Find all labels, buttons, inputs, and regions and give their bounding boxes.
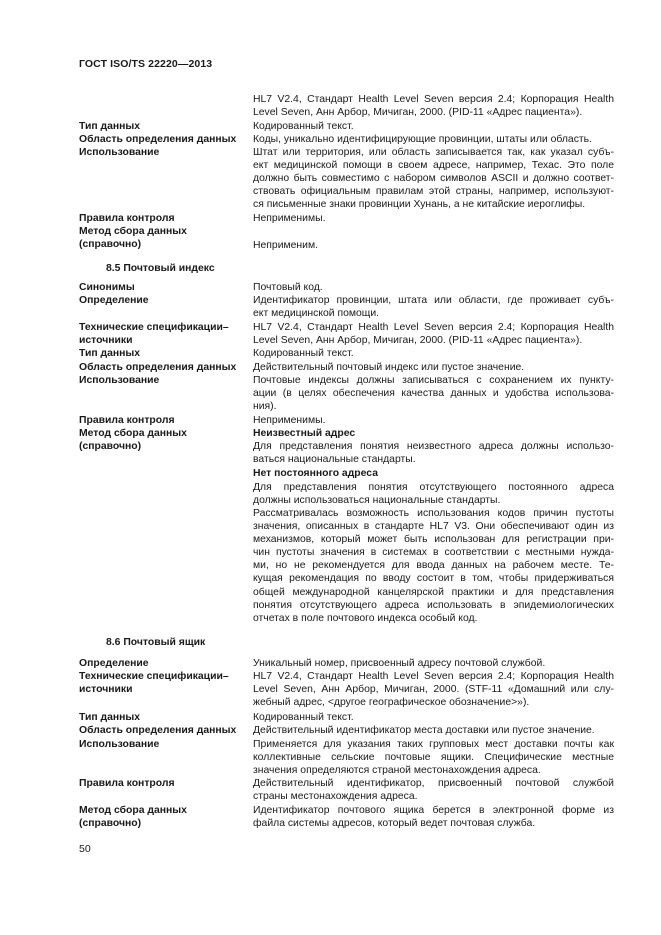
section-8-6-heading: 8.6 Почтовый ящик xyxy=(106,637,206,648)
s85-unknown-address-heading: Неизвестный адрес xyxy=(253,428,356,439)
prev-tech-spec-value: HL7 V2.4, Стандарт Health Level Seven версия 2.4; Корпорация Health Level Seven, Анн Арбор, Мичиган, 2000. (PID-11 «Адрес пациента»). xyxy=(253,94,614,119)
s85-no-fixed-address-heading: Нет постоянного адреса xyxy=(253,468,378,479)
s85-no-fixed-address-text: Для представления понятия отсутствующего постоянного адреса должны использоваться национальные стандарты. xyxy=(253,482,614,507)
s85-type-label: Тип данных xyxy=(79,348,141,359)
s86-usage-value: Применяется для указания таких групповых мест доставки почты как коллективные сельские почтовые ящики. Специфические местные значения определяются страной местонахождения адреса. xyxy=(253,739,614,777)
page-number: 50 xyxy=(79,843,91,855)
section-8-5-heading: 8.5 Почтовый индекс xyxy=(106,263,215,274)
document-header: ГОСТ ISO/TS 22220—2013 xyxy=(79,58,213,70)
s86-rules-label: Правила контроля xyxy=(79,778,175,789)
s85-unknown-address-text: Для представления понятия неизвестного адреса должны использо- ваться национальные стандарты. xyxy=(253,441,614,466)
s86-definition-label: Определение xyxy=(79,658,149,669)
s85-rules-label: Правила контроля xyxy=(79,415,175,426)
s85-definition-value: Идентификатор провинции, штата или области, где проживает субъ- ект медицинской помощи. xyxy=(253,295,614,320)
prev-domain-value: Коды, уникально идентифицирующие провинции, штаты или область. xyxy=(253,134,592,145)
s86-method-value: Идентификатор почтового ящика берется в электронной форме из файла системы адресов, который ведет почтовая служба. xyxy=(253,805,614,830)
s86-usage-label: Использование xyxy=(79,739,160,750)
s85-domain-value: Действительный почтовый индекс или пустое значение. xyxy=(253,362,525,373)
s86-type-value: Кодированный текст. xyxy=(253,712,354,723)
s86-domain-label: Область определения данных xyxy=(79,725,237,736)
prev-usage-label: Использование xyxy=(79,147,160,158)
s86-rules-value: Действительный идентификатор, присвоенный почтовой службой страны местонахождения адреса. xyxy=(253,778,614,803)
s85-synonyms-label: Синонимы xyxy=(79,282,135,293)
s85-type-value: Кодированный текст. xyxy=(253,348,354,359)
s85-domain-label: Область определения данных xyxy=(79,362,237,373)
s86-definition-value: Уникальный номер, присвоенный адресу почтовой службой. xyxy=(253,658,546,669)
s85-rules-value: Неприменимы. xyxy=(253,415,326,426)
prev-type-label: Тип данных xyxy=(79,121,141,132)
prev-method-value: Неприменим. xyxy=(253,240,318,251)
prev-rules-value: Неприменимы. xyxy=(253,213,326,224)
s85-definition-label: Определение xyxy=(79,295,149,306)
prev-type-value: Кодированный текст. xyxy=(253,121,354,132)
s85-method-label: Метод сбора данных (справочно) xyxy=(79,428,187,453)
s85-null-flavour-discussion: Рассматривалась возможность использования кодов причин пустоты значения, описанных в стандарте HL7 V3. Они обеспечивают один из механизмов, который может быть использован для регистрации при- чин пустоты значения в системах в соответствии с местными нужда- ми, но не рекомендуется для ввода данных на рабочем месте. Те- кущая рекомендация по вводу состоит в том, чтобы придерживаться общей международной канцелярской практики и для представления понятия отсутствующего адреса использовать в эпидемиологических отчетах в поле почтового индекса особый код. xyxy=(253,508,614,624)
s86-domain-value: Действительный идентификатор места доставки или пустое значение. xyxy=(253,725,595,736)
s85-tech-spec-value: HL7 V2.4, Стандарт Health Level Seven версия 2.4; Корпорация Health Level Seven, Анн Арбор, Мичиган, 2000. (PID-11 «Адрес пациента»). xyxy=(253,322,614,347)
s86-tech-spec-label: Технические спецификации– источники xyxy=(79,671,229,696)
s86-tech-spec-value: HL7 V2.4, Стандарт Health Level Seven версия 2.4; Корпорация Health Level Seven, Анн Арбор, Мичиган, 2000. (STF-11 «Домашний или слу- жебный адрес, <другое географическое обозначение>»). xyxy=(253,671,614,709)
s85-usage-label: Использование xyxy=(79,375,160,386)
s86-type-label: Тип данных xyxy=(79,712,141,723)
s85-usage-value: Почтовые индексы должны записываться с сохранением их пункту- ации (в целях обеспечения качества данных и удобства использова- ния). xyxy=(253,375,614,413)
prev-rules-label: Правила контроля xyxy=(79,213,175,224)
prev-domain-label: Область определения данных xyxy=(79,134,237,145)
prev-usage-value: Штат или территория, или область записывается так, как указал субъ- ект медицинской помощи в своем адресе, например, Техас. Это поле должно быть совместимо с набором символов ASCII и должно соответ- ствовать официальным правилам этой страны, например, используют- ся письменные знаки провинции Хунань, а не китайские иероглифы. xyxy=(253,147,614,211)
s86-method-label: Метод сбора данных (справочно) xyxy=(79,805,187,830)
s85-synonyms-value: Почтовый код. xyxy=(253,282,323,293)
s85-tech-spec-label: Технические спецификации– источники xyxy=(79,322,229,347)
prev-method-label: Метод сбора данных (справочно) xyxy=(79,226,187,251)
